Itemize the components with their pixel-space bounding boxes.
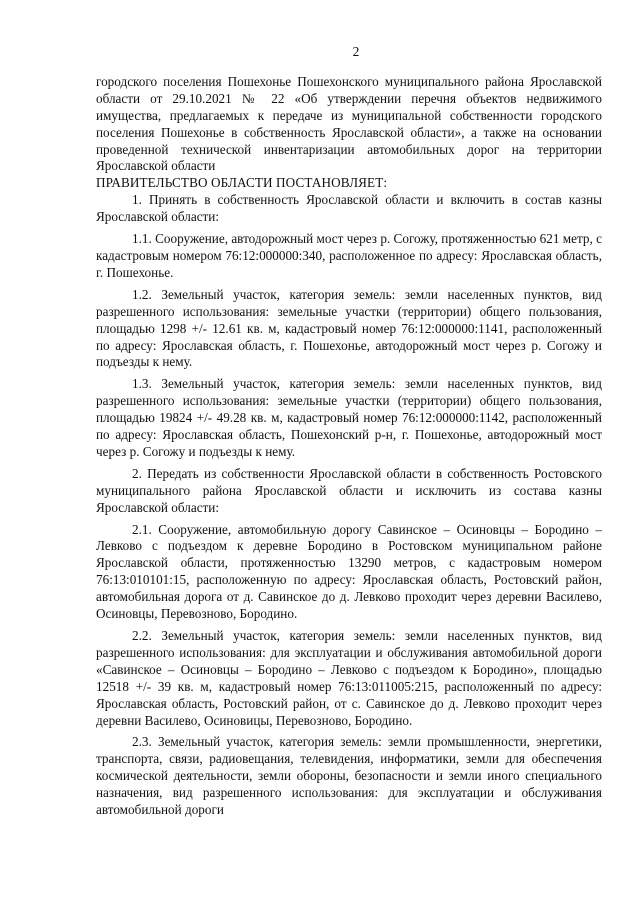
resolution-heading: ПРАВИТЕЛЬСТВО ОБЛАСТИ ПОСТАНОВЛЯЕТ: [96, 175, 388, 191]
document-page [96, 44, 602, 819]
paragraph-1-2: 1.2. Земельный участок, категория земель: земли населенных пунктов, вид разрешенного использования: земельные участки (территории) общего пользования, площадью 1298 +/- 12.61 кв. м, кадастровый номер 76:12:000000:1141, расположенный по адресу: Ярославская область, г. Пошехонье, автодорожный мост через р. Согожу и подъезды к нему. [96, 286, 602, 370]
paragraph-2-2: 2.2. Земельный участок, категория земель: земли населенных пунктов, вид разрешенного использования: для эксплуатации и обслуживания автомобильной дороги «Савинское – Осиновцы – Бородино – Левково с подъездом к Бородино», площадью 12518 +/- 39 кв. м, кадастровый номер 76:13:011005:215, расположенный по адресу: Ярославская область, Ростовский район, от с. Савинское до д. Левково проходит через деревни Василево, Осиновицы, Перевозново, Бородино. [96, 628, 602, 728]
paragraph-2-3: 2.3. Земельный участок, категория земель: земли промышленности, энергетики, транспорта, связи, радиовещания, телевидения, информатики, земли для обеспечения космической деятельности, земли обороны, безопасности и земли иного специального назначения, вид разрешенного использования: для эксплуатации и обслуживания автомобильной дороги [96, 734, 602, 818]
paragraph-1-3: 1.3. Земельный участок, категория земель: земли населенных пунктов, вид разрешенного использования: земельные участки (территории) общего пользования, площадью 19824 +/- 49.28 кв. м, кадастровый номер 76:12:000000:1142, расположенный по адресу: Ярославская область, Пошехонский р-н, г. Пошехонье, автодорожный мост через р. Согожу и подъезды к нему. [96, 376, 602, 459]
paragraph-1: 1. Принять в собственность Ярославской области и включить в состав казны Ярославской области: [96, 192, 602, 225]
paragraph-2-1: 2.1. Сооружение, автомобильную дорогу Савинское – Осиновцы – Бородино – Левково с подъездом к деревне Бородино в Ростовском муниципальном районе Ярославской области, протяженностью 13290 метров, с кадастровым номером 76:13:010101:15, расположенную по адресу: Ярославская область, Ростовский район, автомобильная дорога от д. Савинское до д. Левково проходит через деревни Василево, Осиновцы, Перевозново, Бородино. [96, 521, 602, 622]
paragraph-1-1: 1.1. Сооружение, автодорожный мост через р. Согожу, протяженностью 621 метр, с кадастровым номером 76:12:000000:340, расположенное по адресу: Ярославская область, г. Пошехонье. [96, 231, 602, 280]
page-number: 2 [352, 44, 360, 59]
intro-paragraph: городского поселения Пошехонье Пошехонского муниципального района Ярославской области от 29.10.2021 № 22 «Об утверждении перечня объектов недвижимого имущества, предлагаемых к передаче из муниципальной собственности городского поселения Пошехонье в собственность Ярославской области», а также на основании проведенной технической инвентаризации автомобильных дорог на территории Ярославской области [96, 73, 602, 174]
paragraph-2: 2. Передать из собственности Ярославской области в собственность Ростовского муниципального района Ярославской области и исключить из состава казны Ярославской области: [96, 465, 602, 515]
